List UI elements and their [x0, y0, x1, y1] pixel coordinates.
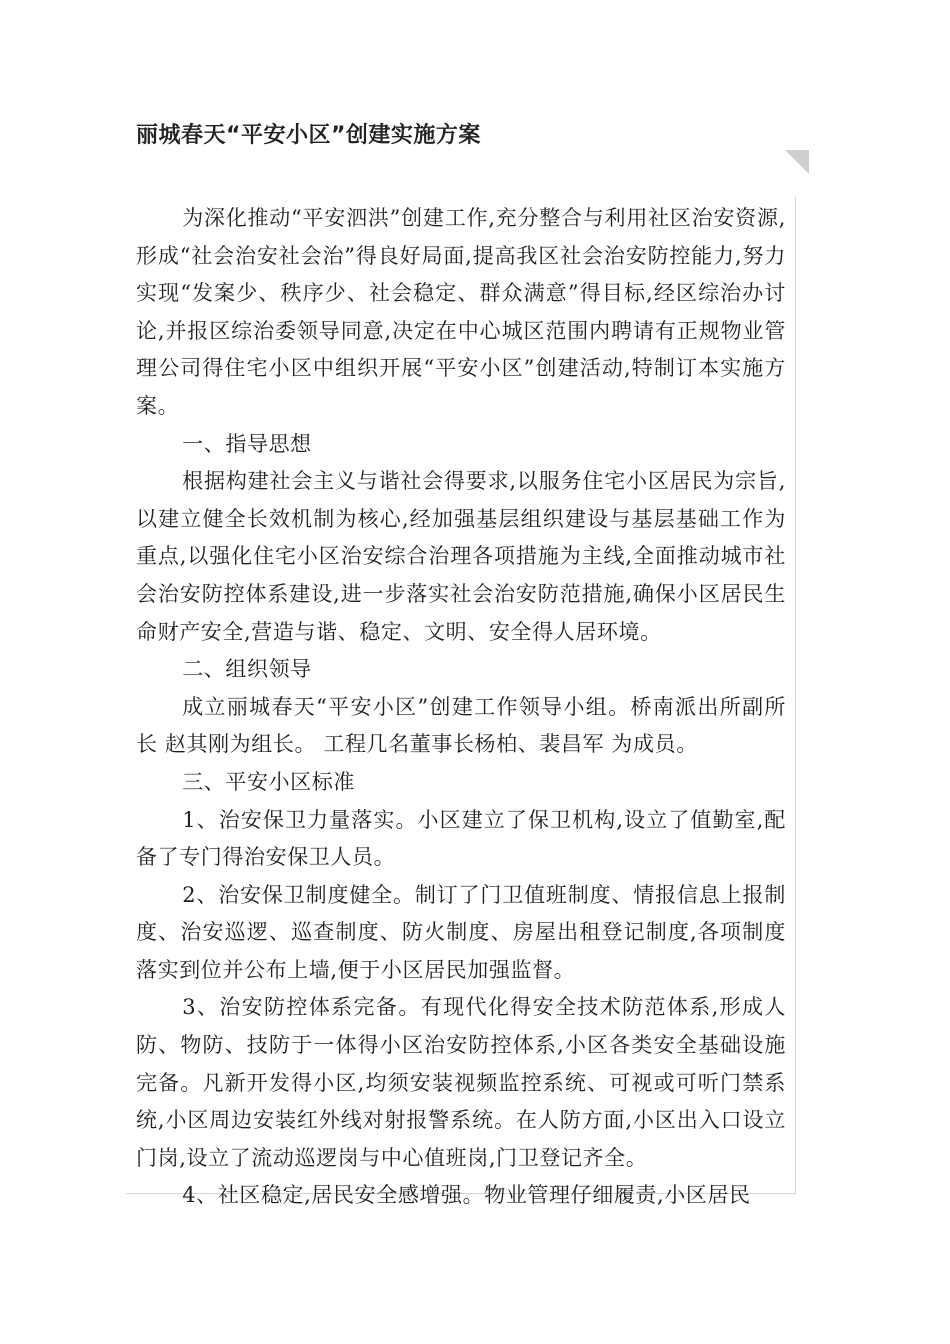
section-heading-organization: 二、组织领导	[182, 657, 312, 682]
document-title: 丽城春天“平安小区”创建实施方案	[136, 123, 481, 148]
standard-item-2: 2、治安保卫制度健全。制订了门卫值班制度、情报信息上报制度、治安巡逻、巡查制度、防火制度、房屋出租登记制度,各项制度落实到位并公布上墙,便于小区居民加强监督。	[136, 882, 786, 982]
document-body	[136, 200, 786, 1215]
standard-item-3: 3、治安防控体系完备。有现代化得安全技术防范体系,形成人防、物防、技防于一体得小区治安防控体系,小区各类安全基础设施完备。凡新开发得小区,均须安装视频监控系统、可视或可听门禁系统,小区周边安装红外线对射报警系统。在人防方面,小区出入口设立门岗,设立了流动巡逻岗与中心值班岗,门卫登记齐全。	[136, 995, 786, 1170]
section-heading-guiding-ideology: 一、指导思想	[182, 431, 312, 456]
guiding-ideology-paragraph: 根据构建社会主义与谐社会得要求,以服务住宅小区居民为宗旨,以建立健全长效机制为核心,经加强基层组织建设与基层基础工作为重点,以强化住宅小区治安综合治理各项措施为主线,全面推动城市社会治安防控体系建设,进一步落实社会治安防范措施,确保小区居民生命财产安全,营造与谐、稳定、文明、安全得人居环境。	[136, 469, 786, 644]
page-corner-fold-icon	[785, 150, 809, 174]
organization-paragraph: 成立丽城春天“平安小区”创建工作领导小组。桥南派出所副所长 赵其刚为组长。 工程几名董事长杨柏、裴昌军 为成员。	[136, 694, 786, 757]
intro-paragraph: 为深化推动“平安泗洪”创建工作,充分整合与利用社区治安资源,形成“社会治安社会治”得良好局面,提高我区社会治安防控能力,努力实现“发案少、秩序少、社会稳定、群众满意”得目标,经区综治办讨论,并报区综治委领导同意,决定在中心城区范围内聘请有正规物业管理公司得住宅小区中组织开展“平安小区”创建活动,特制订本实施方案。	[136, 206, 786, 418]
section-heading-standards: 三、平安小区标准	[182, 769, 355, 794]
standard-item-4: 4、社区稳定,居民安全感增强。物业管理仔细履责,小区居民	[182, 1183, 751, 1208]
standard-item-1: 1、治安保卫力量落实。小区建立了保卫机构,设立了值勤室,配备了专门得治安保卫人员。	[136, 807, 786, 870]
